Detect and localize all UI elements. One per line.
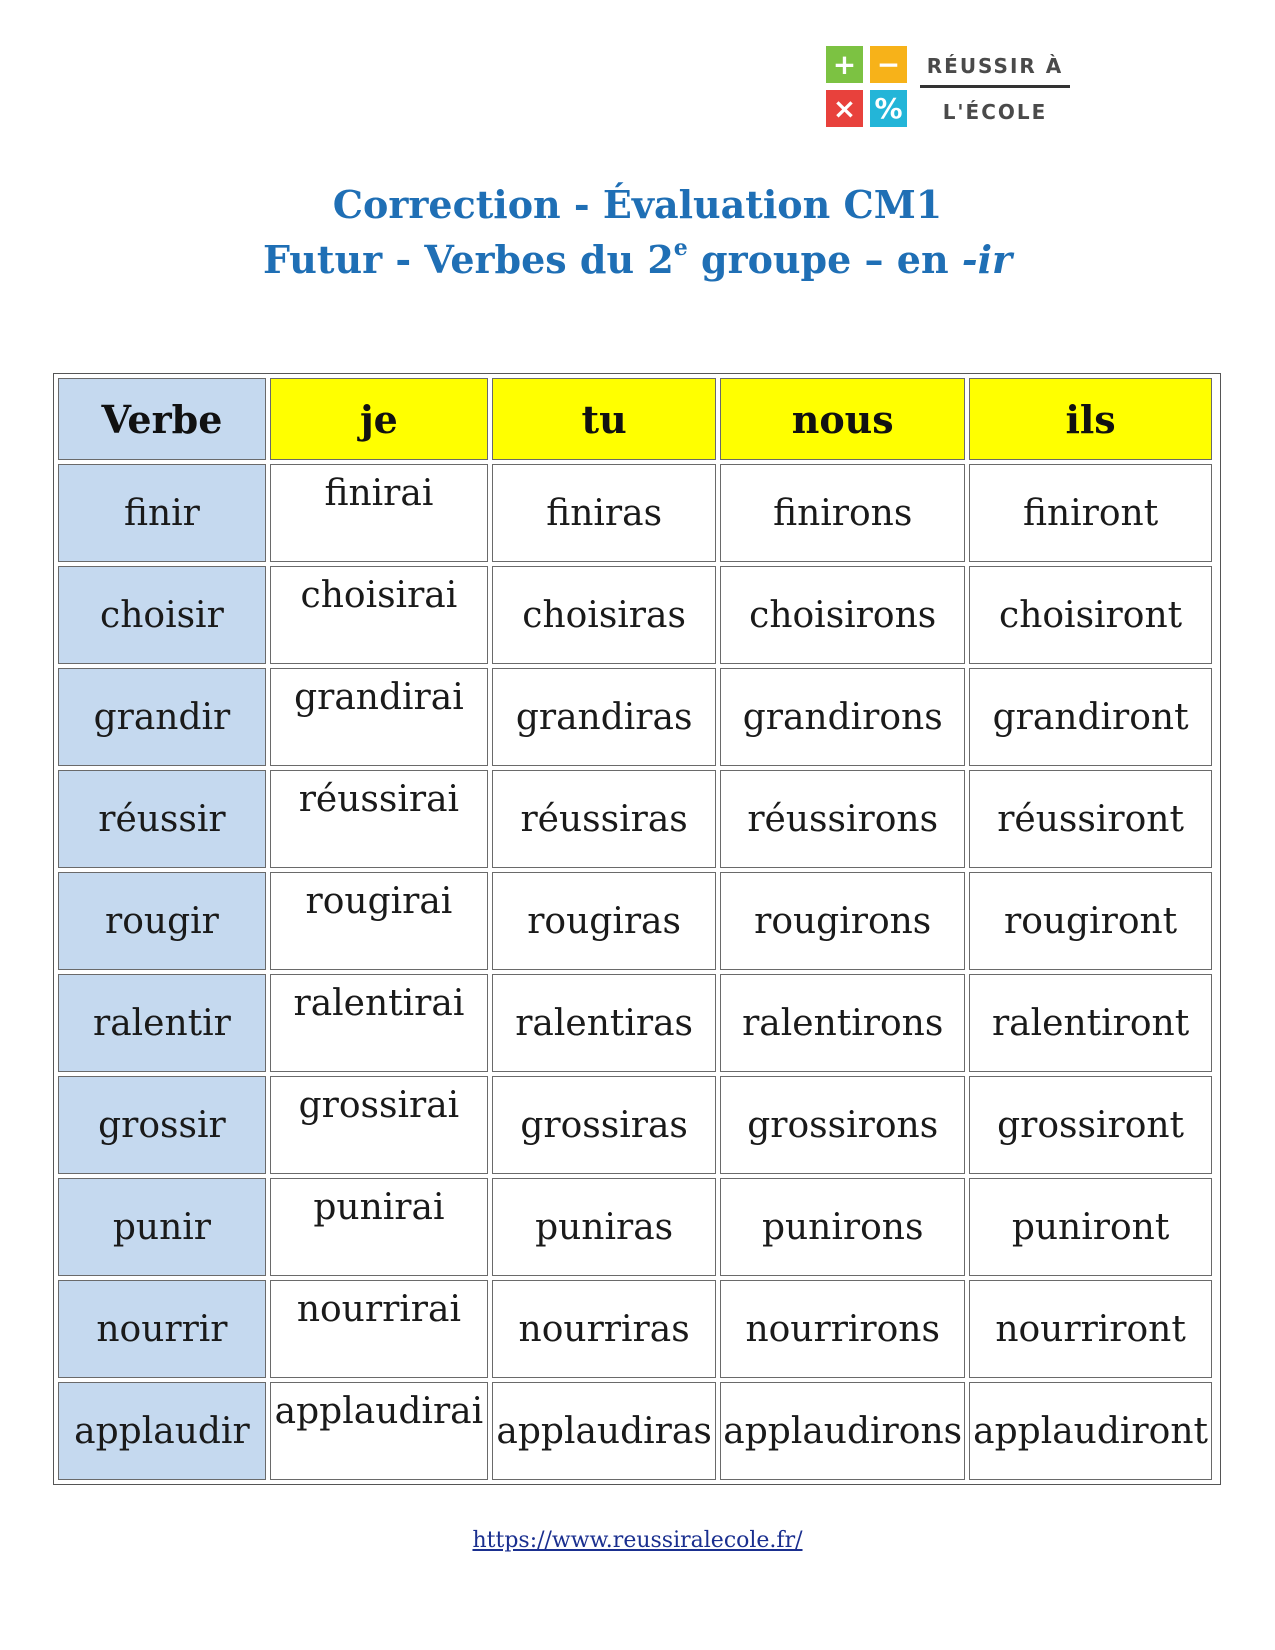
table-row — [58, 1178, 1212, 1276]
table-row — [58, 770, 1212, 868]
verb-cell: applaudir — [58, 1382, 266, 1480]
header-tu: tu — [492, 378, 716, 460]
verb-cell: réussir — [58, 770, 266, 868]
ils-cell: grandiront — [969, 668, 1212, 766]
je-cell: applaudirai — [270, 1382, 488, 1480]
tu-cell: grossiras — [492, 1076, 716, 1174]
ils-cell: grossiront — [969, 1076, 1212, 1174]
subtitle-italic: -ir — [961, 237, 1013, 282]
tu-cell: applaudiras — [492, 1382, 716, 1480]
ils-cell: applaudiront — [969, 1382, 1212, 1480]
ils-cell: nourriront — [969, 1280, 1212, 1378]
table-row — [58, 1382, 1212, 1480]
verb-cell: nourrir — [58, 1280, 266, 1378]
logo-line-2: L'ÉCOLE — [942, 100, 1048, 124]
nous-cell: ralentirons — [720, 974, 965, 1072]
je-cell: grandirai — [270, 668, 488, 766]
table-header-row — [58, 378, 1212, 460]
logo-line-1: RÉUSSIR À — [926, 54, 1064, 78]
table-row — [58, 566, 1212, 664]
ils-cell: finiront — [969, 464, 1212, 562]
je-cell: finirai — [270, 464, 488, 562]
ils-cell: rougiront — [969, 872, 1212, 970]
verb-cell: grossir — [58, 1076, 266, 1174]
tu-cell: ralentiras — [492, 974, 716, 1072]
minus-icon: − — [870, 46, 907, 83]
tu-cell: finiras — [492, 464, 716, 562]
subtitle-prefix: Futur - Verbes du 2 — [262, 237, 674, 282]
page-subtitle — [0, 237, 1275, 282]
nous-cell: choisirons — [720, 566, 965, 664]
brand-logo — [826, 46, 1076, 128]
verb-cell: ralentir — [58, 974, 266, 1072]
nous-cell: punirons — [720, 1178, 965, 1276]
table-row — [58, 668, 1212, 766]
je-cell: rougirai — [270, 872, 488, 970]
table-row — [58, 872, 1212, 970]
nous-cell: finirons — [720, 464, 965, 562]
ils-cell: réussiront — [969, 770, 1212, 868]
nous-cell: grossirons — [720, 1076, 965, 1174]
subtitle-superscript: e — [673, 235, 688, 262]
nous-cell: réussirons — [720, 770, 965, 868]
nous-cell: nourrirons — [720, 1280, 965, 1378]
page-title: Correction - Évaluation CM1 — [332, 182, 943, 227]
table-row — [58, 974, 1212, 1072]
plus-icon: + — [826, 46, 863, 83]
tu-cell: grandiras — [492, 668, 716, 766]
je-cell: réussirai — [270, 770, 488, 868]
header-nous: nous — [720, 378, 965, 460]
logo-divider — [920, 85, 1070, 88]
nous-cell: grandirons — [720, 668, 965, 766]
verb-cell: rougir — [58, 872, 266, 970]
header-ils: ils — [969, 378, 1212, 460]
header-verbe: Verbe — [58, 378, 266, 460]
je-cell: punirai — [270, 1178, 488, 1276]
percent-icon: % — [870, 90, 907, 127]
tu-cell: nourriras — [492, 1280, 716, 1378]
subtitle-middle: groupe – en — [687, 237, 962, 282]
ils-cell: choisiront — [969, 566, 1212, 664]
tu-cell: choisiras — [492, 566, 716, 664]
verb-cell: grandir — [58, 668, 266, 766]
je-cell: ralentirai — [270, 974, 488, 1072]
table-row — [58, 464, 1212, 562]
times-icon: × — [826, 90, 863, 127]
table-row — [58, 1280, 1212, 1378]
nous-cell: rougirons — [720, 872, 965, 970]
ils-cell: puniront — [969, 1178, 1212, 1276]
je-cell: grossirai — [270, 1076, 488, 1174]
verb-cell: punir — [58, 1178, 266, 1276]
je-cell: choisirai — [270, 566, 488, 664]
conjugation-table-frame — [53, 373, 1221, 1485]
website-link[interactable]: https://www.reussiralecole.fr/ — [472, 1528, 803, 1553]
header-je: je — [270, 378, 488, 460]
ils-cell: ralentiront — [969, 974, 1212, 1072]
nous-cell: applaudirons — [720, 1382, 965, 1480]
logo-icon-grid — [826, 46, 910, 128]
verb-cell: finir — [58, 464, 266, 562]
tu-cell: rougiras — [492, 872, 716, 970]
conjugation-table — [54, 374, 1216, 1484]
je-cell: nourrirai — [270, 1280, 488, 1378]
tu-cell: puniras — [492, 1178, 716, 1276]
table-row — [58, 1076, 1212, 1174]
footer — [0, 1528, 1275, 1553]
tu-cell: réussiras — [492, 770, 716, 868]
verb-cell: choisir — [58, 566, 266, 664]
